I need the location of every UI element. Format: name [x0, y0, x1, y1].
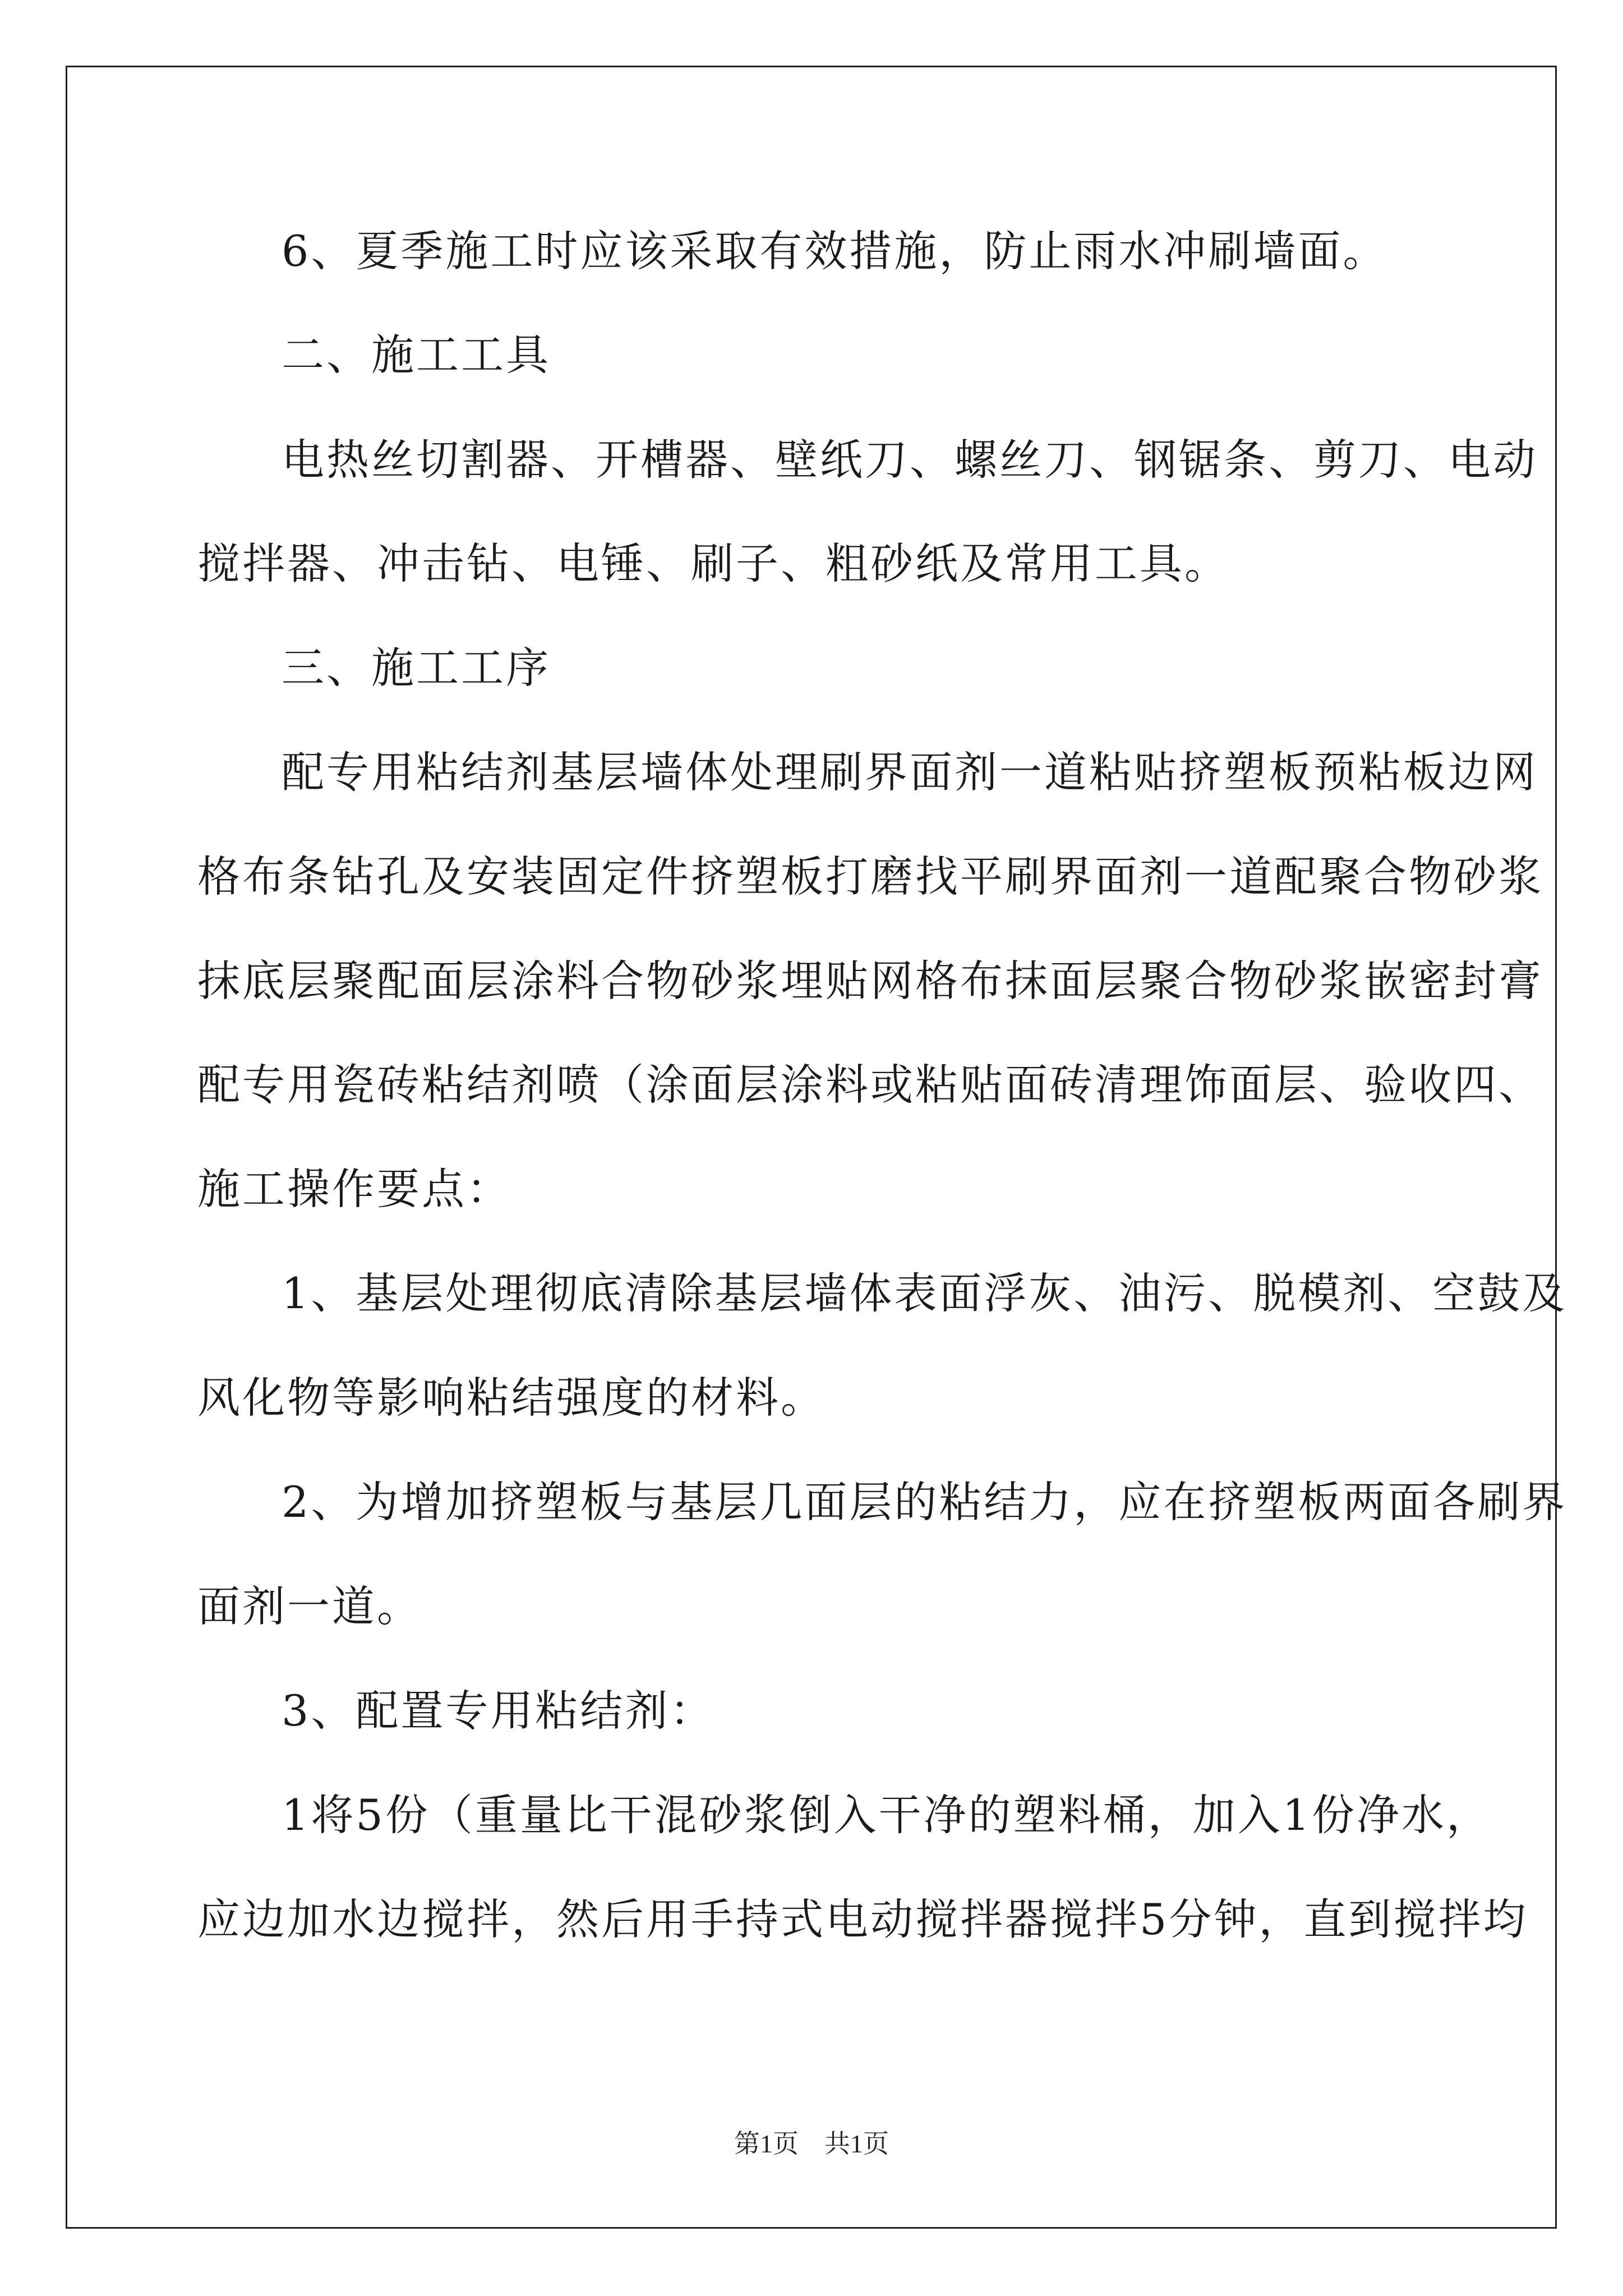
- paragraph-line: 抹底层聚配面层涂料合物砂浆埋贴网格布抹面层聚合物砂浆嵌密封膏: [197, 956, 1543, 1006]
- paragraph-line: 2、为增加挤塑板与基层几面层的粘结力，应在挤塑板两面各刷界: [282, 1477, 1567, 1527]
- paragraph-line: 3、配置专用粘结剂：: [282, 1686, 715, 1736]
- section-heading: 三、施工工序: [282, 643, 551, 693]
- page-number-footer: 第1页 共1页: [734, 2129, 889, 2158]
- paragraph-line: 1、基层处理彻底清除基层墙体表面浮灰、油污、脱模剂、空鼓及: [282, 1268, 1567, 1318]
- paragraph-line: 电热丝切割器、开槽器、壁纸刀、螺丝刀、钢锯条、剪刀、电动: [282, 435, 1538, 485]
- paragraph-line: 面剂一道。: [197, 1581, 422, 1631]
- paragraph-line: 配专用粘结剂基层墙体处理刷界面剂一道粘贴挤塑板预粘板边网: [282, 747, 1538, 797]
- paragraph-line: 1将5份（重量比干混砂浆倒入干净的塑料桶，加入1份净水，: [282, 1790, 1492, 1840]
- paragraph-line: 施工操作要点：: [197, 1164, 511, 1214]
- paragraph-line: 搅拌器、冲击钻、电锤、刷子、粗砂纸及常用工具。: [197, 539, 1229, 588]
- paragraph-line: 格布条钻孔及安装固定件挤塑板打磨找平刷界面剂一道配聚合物砂浆: [197, 852, 1543, 901]
- paragraph-line: 配专用瓷砖粘结剂喷（涂面层涂料或粘贴面砖清理饰面层、验收四、: [197, 1060, 1543, 1110]
- paragraph-line: 风化物等影响粘结强度的材料。: [197, 1373, 826, 1423]
- section-heading: 二、施工工具: [282, 330, 551, 380]
- paragraph-line: 6、夏季施工时应该采取有效措施，防止雨水冲刷墙面。: [282, 226, 1388, 276]
- paragraph-line: 应边加水边搅拌，然后用手持式电动搅拌器搅拌5分钟，直到搅拌均: [197, 1894, 1528, 1944]
